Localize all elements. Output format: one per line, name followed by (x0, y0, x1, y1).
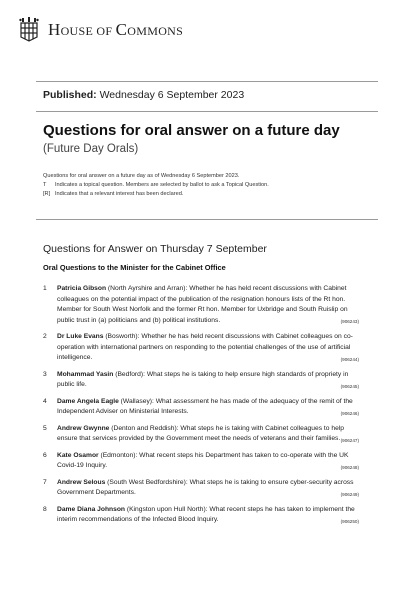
member-constituency: (Bosworth): (103, 333, 142, 340)
member-name: Andrew Gwynne (57, 424, 110, 432)
divider (36, 219, 378, 220)
question-text: What steps he is taking to help ensure high standards of propriety in public life. (57, 370, 349, 388)
member-name: Mohammad Yasin (57, 370, 114, 378)
question-text: What steps he is taking to ensure cyber-security across Government Departments. (57, 478, 354, 496)
portcullis-icon (18, 17, 40, 43)
divider (36, 81, 378, 82)
member-name: Patricia Gibson (57, 285, 107, 292)
member-constituency: (Bedford): (113, 370, 147, 378)
question-ref: (906246) (340, 410, 359, 416)
legend-item (43, 190, 269, 199)
question-body (57, 451, 359, 472)
member-constituency: (Denton and Reddish): (109, 424, 181, 432)
question-body (57, 397, 359, 418)
member-name: Dr Luke Evans (57, 333, 104, 340)
question-item (43, 424, 359, 445)
question-text: Whether he has held recent discussions with Cabinet colleagues on co-operation with international partners on responding to the potential challenges of the use of artificial intelligence. (57, 333, 353, 361)
legend-key: [R] (43, 191, 51, 197)
question-number: 2 (43, 333, 47, 340)
section-subtitle: Oral Questions to the Minister for the Cabinet Office (43, 263, 226, 272)
question-list (43, 284, 359, 532)
page-subtitle: (Future Day Orals) (43, 143, 139, 155)
question-item (43, 370, 359, 391)
legend-item (43, 181, 269, 190)
question-item (43, 478, 359, 499)
question-number: 6 (43, 451, 47, 459)
legend-key: T (43, 182, 47, 188)
question-ref: (906245) (340, 383, 359, 389)
member-constituency: (Kingston upon Hull North): (125, 505, 210, 513)
question-item (43, 451, 359, 472)
question-text: What recent steps he has taken to implement the interim recommendations of the Infected Blood Inquiry. (57, 505, 355, 523)
member-constituency: (Edmonton): (98, 451, 140, 459)
question-body (57, 424, 359, 445)
section-title: Questions for Answer on Thursday 7 September (43, 243, 267, 255)
question-item (43, 505, 359, 526)
divider (36, 111, 378, 112)
member-constituency: (Wallasey): (118, 397, 156, 405)
question-body (57, 284, 359, 326)
member-constituency: (North Ayrshire and Arran): (106, 285, 190, 292)
question-ref: (906244) (340, 356, 359, 362)
question-number: 4 (43, 397, 47, 405)
house-of-commons-title: HOUSE OF COMMONS (48, 20, 184, 39)
question-body (57, 505, 359, 526)
member-name: Andrew Selous (57, 478, 106, 486)
question-text: Whether he has held recent discussions with Cabinet colleagues on the potential impact of the publication of the resignation honours lists of the Rt hon. Member for South West Norfolk and the former Rt hon. Member for Uxbridge and South Ruislip on public trust in (a) politicians and (b) political institutions. (57, 285, 348, 324)
question-item (43, 284, 359, 326)
question-number: 1 (43, 285, 47, 292)
legend-text: Indicates a topical question. Members are selected by ballot to ask a Topical Question. (55, 182, 269, 188)
page-header (18, 12, 183, 48)
question-body (57, 478, 359, 499)
question-number: 5 (43, 424, 47, 432)
question-ref: (906250) (340, 518, 359, 524)
question-item (43, 332, 359, 364)
question-text: What assessment he has made of the adequacy of the remit of the Independent Adviser on Ministerial Interests. (57, 397, 353, 415)
question-body (57, 332, 359, 364)
intro-notes (43, 172, 269, 199)
question-number: 7 (43, 478, 47, 486)
question-ref: (906247) (340, 437, 359, 443)
question-text: What recent steps his Department has taken to co-operate with the UK Covid-19 Inquiry. (57, 451, 349, 469)
member-constituency: (South West Bedfordshire): (105, 478, 190, 486)
question-number: 3 (43, 370, 47, 378)
question-number: 8 (43, 505, 47, 513)
question-body (57, 370, 359, 391)
intro-line: Questions for oral answer on a future day as of Wednesday 6 September 2023. (43, 173, 240, 179)
page-title: Questions for oral answer on a future day (43, 122, 340, 139)
member-name: Kate Osamor (57, 451, 99, 459)
legend-text: Indicates that a relevant interest has been declared. (55, 191, 184, 197)
question-ref: (906248) (340, 464, 359, 470)
question-ref: (906249) (340, 491, 359, 497)
question-text: What steps he is taking with Cabinet colleagues to help ensure that services provided by the Government meet the needs of veterans and their families. (57, 424, 344, 442)
member-name: Dame Diana Johnson (57, 505, 126, 513)
question-ref: (906243) (340, 319, 359, 324)
question-item (43, 397, 359, 418)
published-date: Published: Wednesday 6 September 2023 (43, 89, 245, 101)
member-name: Dame Angela Eagle (57, 397, 119, 405)
